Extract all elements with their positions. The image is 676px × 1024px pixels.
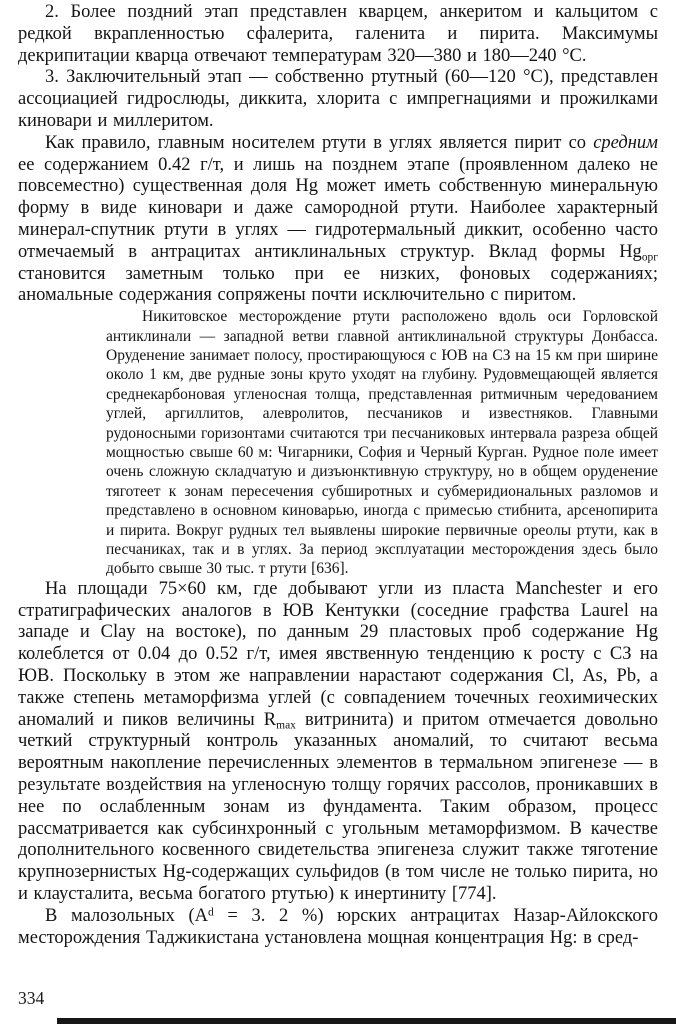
paragraph-stage-2: 2. Более поздний этап представлен кварцем, анкеритом и кальцитом с редкой вкрапленностью сфалерита, галенита и пирита. Максимумы декрипитации кварца отвечают температурам 320—380 и 180—240 °С.	[18, 2, 658, 66]
scan-edge-artifact	[57, 1018, 676, 1024]
paragraph-pyrite-carrier: Как правило, главным носителем ртути в углях является пирит со средним ее содержанием 0.42 г/т, и лишь на позднем этапе (проявленном далеко не повсеместно) существенная доля Hg может иметь собственную минеральную форму в виде киновари и даже самородной ртути. Наиболее характерный минерал-спутник ртути в углях — гидротермальный диккит, особенно часто отмечаемый в антрацитах антиклинальных структур. Вклад формы $Hg_{орг}$ становится заметным только при ее низких, фоновых содержаниях; аномальные содержания сопряжены почти исключительно с пиритом.	[18, 132, 658, 306]
paragraph-stage-3: 3. Заключительный этап — собственно ртутный (60—120 °С), представлен ассоциацией гидрослюды, диккита, хлорита с импрегнациями и прожилками киновари и миллеритом.	[18, 67, 658, 131]
paragraph-kentucky-manchester: На площади 75×60 км, где добывают угли из пласта Manchester и его стратиграфических аналогов в ЮВ Кентукки (соседние графства Laurel на западе и Clay на востоке), по данным 29 пластовых проб содержание Hg колеблется от 0.04 до 0.52 г/т, имея явственную тенденцию к росту с СЗ на ЮВ. Поскольку в этом же направлении нарастают содержания Cl, As, Pb, а также степень метаморфизма углей (с совпадением точечных геохимических аномалий и пиков величины $R_{max}$ витринита) и притом отмечается довольно четкий структурный контроль указанных аномалий, то считают весьма вероятным накопление перечисленных элементов в термальном эпигенезе — в результате воздействия на угленосную толщу горячих рассолов, проникавших в нее по ослабленным зонам из фундамента. Таким образом, процесс рассматривается как субсинхронный с угольным метаморфизмом. В качестве дополнительного косвенного свидетельства эпигенеза служит также тяготение крупнозернистых Hg-содержащих сульфидов (в том числе не только пирита, но и клаусталита, весьма богатого ртутью) к инертиниту [774].	[18, 578, 658, 904]
paragraph-nikitovka-deposit: Никитовское месторождение ртути расположено вдоль оси Горловской антиклинали — западной ветви главной антиклинальной структуры Донбасса. Оруденение занимает полосу, простирающуюся с ЮВ на СЗ на 15 км при ширине около 1 км, две рудные зоны круто уходят на глубину. Рудовмещающей является среднекарбоновая угленосная толща, представленная ритмичным чередованием углей, аргиллитов, алевролитов, песчаников и известняков. Главными рудоносными горизонтами считаются три песчаниковых интервала разреза общей мощностью свыше 60 м: Чигарники, София и Черный Курган. Рудное поле имеет очень сложную складчатую и дизъюнктивную структуру, но в общем оруденение тяготеет к зонам пересечения субширотных и субмеридиональных разломов и представлено в основном киноварью, иногда с примесью стибнита, арсенопирита и пирита. Вокруг рудных тел выявлены широкие первичные ореолы ртути, как в песчаниках, так и в углях. За период эксплуатации месторождения здесь было добыто свыше 30 тыс. т ртути [636].	[106, 308, 658, 578]
document-page	[18, 2, 658, 949]
page-number: 334	[18, 988, 45, 1008]
paragraph-nazar-aylok: В малозольных ($А^d = 3$. 2 %) юрских антрацитах Назар-Айлокского месторождения Таджикистана установлена мощная концентрация Hg: в сред-	[18, 905, 658, 948]
